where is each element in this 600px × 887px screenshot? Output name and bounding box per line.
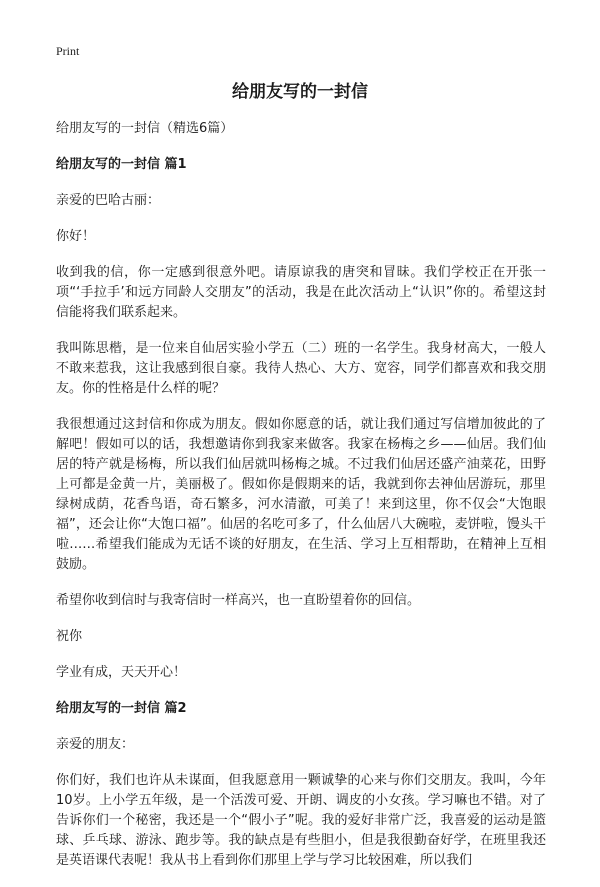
print-link[interactable]: Print [56, 44, 80, 58]
body-paragraph: 你们好，我们也许从未谋面，但我愿意用一颗诚挚的心来与你们交朋友。我叫，今年10岁。上小学五年级，是一个活泼可爱、开朗、调皮的小女孩。学习嘛也不错。对了告诉你们一个秘密，我还是一个“假小子”呢。我的爱好非常广泛，我喜爱的运动是篮球、乒乓球、游泳、跑步等。我的缺点是有些胆小，但是我很勤奋好学，在班里我还是英语课代表呢！我从书上看到你们那里上学与学习比较困难，所以我们 [56, 773, 546, 868]
greeting: 亲爱的巴哈古丽： [56, 193, 161, 208]
body-paragraph: 我叫陈思楷，是一位来自仙居实验小学五（二）班的一名学生。我身材高大，一般人不敢来惹我，这让我感到很自豪。我待人热心、大方、宽容，同学们都喜欢和我交朋友。你的性格是什么样的呢？ [56, 341, 546, 396]
document-subtitle: 给朋友写的一封信（精选6篇） [56, 121, 234, 136]
body-paragraph: 希望你收到信时与我寄信时一样高兴，也一直盼望着你的回信。 [56, 593, 421, 608]
closing-wish: 学业有成，天天开心！ [56, 665, 187, 680]
section-1-heading: 给朋友写的一封信 篇1 [56, 157, 187, 172]
greeting: 亲爱的朋友： [56, 737, 135, 752]
closing-line: 祝你 [56, 629, 83, 644]
document-body [56, 119, 546, 887]
body-paragraph: 我很想通过这封信和你成为朋友。假如你愿意的话，就让我们通过写信增加彼此的了解吧！假如可以的话，我想邀请你到我家来做客。我家在杨梅之乡——仙居。我们仙居的特产就是杨梅，所以我们仙居就叫杨梅之城。不过我们仙居还盛产油菜花，田野上可都是金黄一片，美丽极了。假如你是假期来的话，我就到你去神仙居游玩，那里绿树成荫，花香鸟语，奇石繁多，河水清澈，可美了！来到这里，你不仅会“大饱眼福”，还会让你“大饱口福”。仙居的名吃可多了，什么仙居八大碗啦，麦饼啦，馒头干啦……希望我们能成为无话不谈的好朋友，在生活、学习上互相帮助，在精神上互相鼓励。 [56, 417, 546, 572]
document-title: 给朋友写的一封信 [232, 82, 368, 102]
salutation: 你好！ [56, 229, 96, 244]
section-2-heading: 给朋友写的一封信 篇2 [56, 701, 187, 716]
body-paragraph: 收到我的信，你一定感到很意外吧。请原谅我的唐突和冒昧。我们学校正在开张一项“‘手拉手’和远方同龄人交朋友”的活动，我是在此次活动上“认识”你的。希望这封信能将我们联系起来。 [56, 265, 546, 320]
